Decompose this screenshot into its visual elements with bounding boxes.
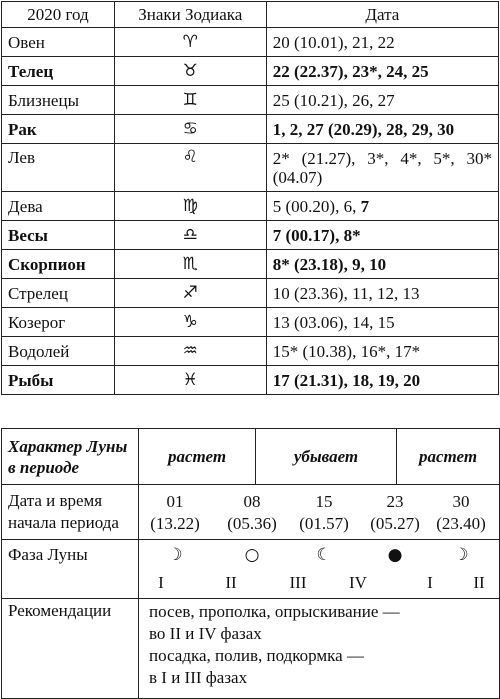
- new-moon-icon: ●: [387, 545, 403, 565]
- period-day: 15: [315, 492, 333, 511]
- recommendation-line: в I и III фазах: [149, 668, 248, 687]
- leo-icon: ♌︎: [114, 144, 266, 192]
- moon-phase-label: Фаза Луны: [2, 540, 139, 599]
- recommendations-row: [2, 599, 500, 699]
- phase-number: III: [289, 573, 307, 592]
- period-time: (23.40): [436, 514, 486, 533]
- virgo-icon: ♍︎: [114, 192, 266, 221]
- period-day: 08: [243, 492, 261, 511]
- sign-name: Скорпион: [2, 250, 115, 279]
- table-row: [2, 221, 499, 250]
- full-moon-icon: ○: [244, 545, 260, 565]
- trend-growing: растет: [397, 429, 500, 485]
- sign-dates: 7 (00.17), 8*: [266, 221, 498, 250]
- period-item: [227, 491, 277, 535]
- period-day: 23: [386, 492, 404, 511]
- pisces-icon: ♓︎: [114, 366, 266, 395]
- period-item: [150, 491, 200, 535]
- moon-phase-table: [1, 428, 500, 699]
- period-item: [436, 491, 486, 535]
- moon-character-row: [2, 429, 500, 485]
- taurus-icon: ♉︎: [114, 57, 266, 86]
- sign-name: Рыбы: [2, 366, 115, 395]
- moon-phase-cell: [139, 540, 500, 599]
- table-row: [2, 279, 499, 308]
- period-start-row: [2, 485, 500, 540]
- sign-name: Лев: [2, 144, 115, 192]
- table-row: [2, 337, 499, 366]
- sign-name: Дева: [2, 192, 115, 221]
- sign-name: Стрелец: [2, 279, 115, 308]
- moon-character-label: Характер Луны в периоде: [2, 429, 139, 485]
- sign-name: Козерог: [2, 308, 115, 337]
- period-time: (05.27): [370, 514, 420, 533]
- libra-icon: ♎︎: [114, 221, 266, 250]
- trend-waning: убывает: [256, 429, 397, 485]
- table-row: [2, 57, 499, 86]
- recommendations-label: Рекомендации: [2, 599, 139, 699]
- waning-crescent-icon: ☾: [316, 545, 332, 565]
- moon-phase-row: [2, 540, 500, 599]
- phase-number: IV: [349, 573, 367, 592]
- sign-name: Водолей: [2, 337, 115, 366]
- capricorn-icon: ♑︎: [114, 308, 266, 337]
- recommendation-line: во II и IV фазах: [149, 624, 262, 643]
- table-row: [2, 28, 499, 57]
- sign-dates: 13 (03.06), 14, 15: [266, 308, 498, 337]
- phase-number: II: [473, 573, 485, 592]
- table-row: [2, 250, 499, 279]
- sign-dates: 17 (21.31), 18, 19, 20: [266, 366, 498, 395]
- sign-dates: 22 (22.37), 23*, 24, 25: [266, 57, 498, 86]
- table-row: [2, 144, 499, 192]
- sign-dates: 10 (23.36), 11, 12, 13: [266, 279, 498, 308]
- sign-dates: 2* (21.27), 3*, 4*, 5*, 30* (04.07): [266, 144, 498, 192]
- table-row: [2, 308, 499, 337]
- period-item: [299, 491, 349, 535]
- recommendation-line: посадка, полив, подкормка —: [149, 646, 364, 665]
- waxing-crescent-icon: ☽: [453, 545, 469, 565]
- phase-number: I: [158, 573, 164, 592]
- sign-name: Близнецы: [2, 86, 115, 115]
- gemini-icon: ♊︎: [114, 86, 266, 115]
- period-day: 30: [452, 492, 470, 511]
- sign-name: Телец: [2, 57, 115, 86]
- sign-dates-bold: 7: [360, 196, 370, 216]
- phase-number: I: [427, 573, 433, 592]
- header-signs: Знаки Зодиака: [114, 2, 266, 28]
- sign-dates: 15* (10.38), 16*, 17*: [266, 337, 498, 366]
- sign-dates: [266, 192, 498, 221]
- table-row: [2, 366, 499, 395]
- header-date: Дата: [266, 2, 498, 28]
- aries-icon: ♈︎: [114, 28, 266, 57]
- sign-dates: 8* (23.18), 9, 10: [266, 250, 498, 279]
- period-time: (01.57): [299, 514, 349, 533]
- period-dates: [139, 485, 500, 540]
- sign-dates: 25 (10.21), 26, 27: [266, 86, 498, 115]
- scorpio-icon: ♏︎: [114, 250, 266, 279]
- trend-growing: растет: [139, 429, 256, 485]
- sign-name: Весы: [2, 221, 115, 250]
- recommendation-line: посев, прополка, опрыскивание —: [149, 602, 400, 621]
- table-row: [2, 86, 499, 115]
- sign-dates-regular: 5 (00.20), 6,: [272, 196, 361, 216]
- waxing-crescent-icon: ☽: [167, 545, 183, 565]
- header-year: 2020 год: [2, 2, 115, 28]
- table-row: [2, 115, 499, 144]
- phase-number: II: [225, 573, 237, 592]
- recommendations-text: [139, 599, 500, 699]
- aquarius-icon: ♒︎: [114, 337, 266, 366]
- period-day: 01: [166, 492, 184, 511]
- cancer-icon: ♋︎: [114, 115, 266, 144]
- sign-name: Овен: [2, 28, 115, 57]
- table-row: [2, 192, 499, 221]
- period-start-label: Дата и время начала периода: [2, 485, 139, 540]
- period-item: [370, 491, 420, 535]
- period-time: (05.36): [227, 514, 277, 533]
- sagittarius-icon: ♐︎: [114, 279, 266, 308]
- zodiac-table: [1, 1, 499, 395]
- sign-dates: 1, 2, 27 (20.29), 28, 29, 30: [266, 115, 498, 144]
- sign-name: Рак: [2, 115, 115, 144]
- period-time: (13.22): [150, 514, 200, 533]
- sign-dates: 20 (10.01), 21, 22: [266, 28, 498, 57]
- zodiac-header-row: [2, 2, 499, 28]
